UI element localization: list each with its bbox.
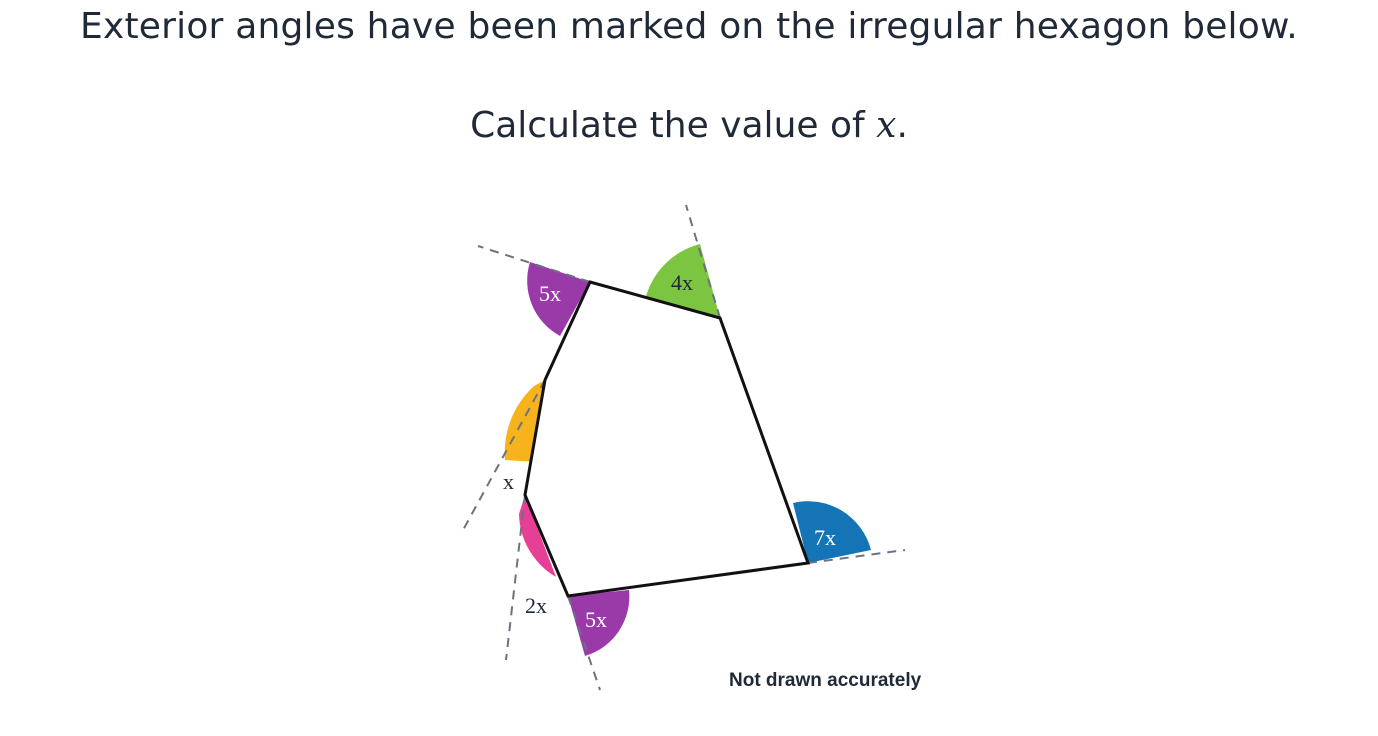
angle-label-left-upper: x	[503, 469, 514, 494]
hexagon	[525, 282, 808, 596]
question-line-1: Exterior angles have been marked on the irregular hexagon below.	[80, 6, 1298, 47]
angle-label-left-lower: 2x	[525, 593, 547, 618]
question-suffix: .	[896, 105, 908, 146]
angle-label-top-right: 4x	[671, 270, 693, 295]
angle-label-bottom-left: 5x	[585, 607, 607, 632]
angle-label-top-left: 5x	[539, 281, 561, 306]
question-prefix: Calculate the value of	[470, 105, 877, 146]
angle-label-bottom-right: 7x	[814, 525, 836, 550]
question-variable: x	[876, 105, 897, 146]
not-drawn-accurately-note: Not drawn accurately	[729, 670, 922, 691]
